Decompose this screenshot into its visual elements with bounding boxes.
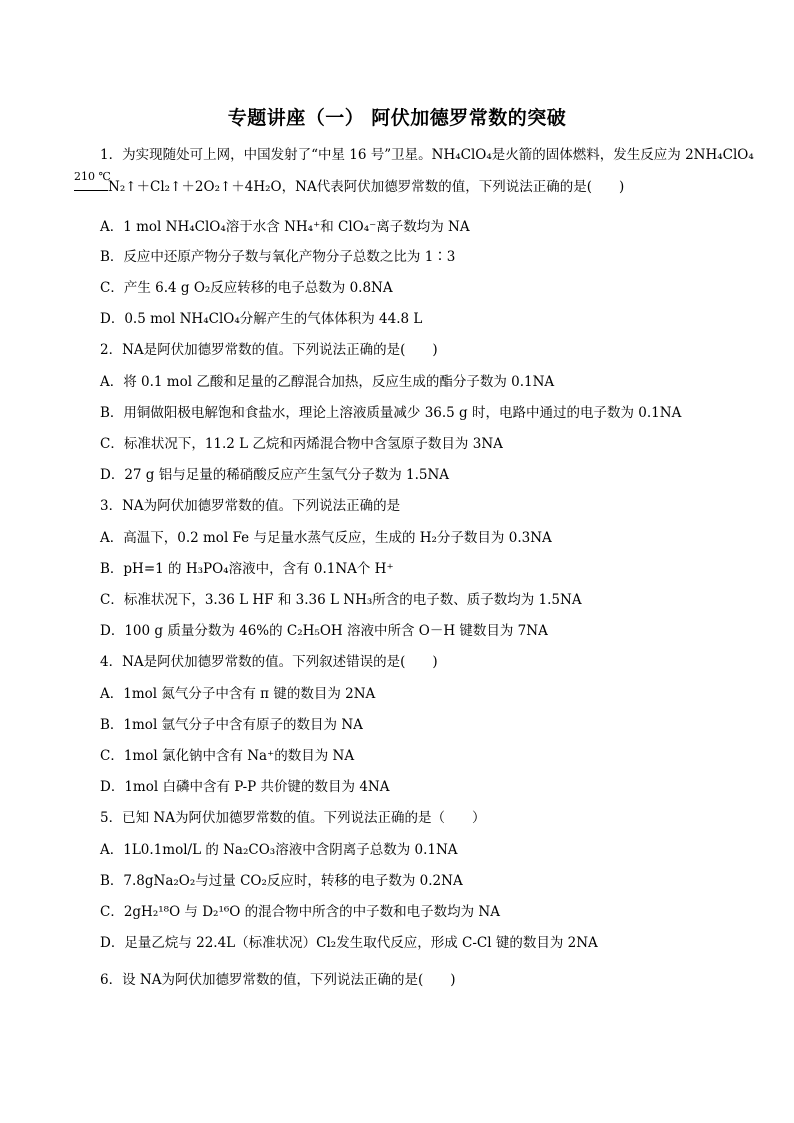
question-5-stem: 5．已知 NA为阿伏加德罗常数的值。下列说法正确的是（ ） [100, 810, 486, 826]
q1-option-b: B．反应中还原产物分子数与氧化产物分子总数之比为 1∶3 [100, 249, 456, 265]
q5-option-c: C．2gH₂¹⁸O 与 D₂¹⁶O 的混合物中所含的中子数和电子数均为 NA [100, 904, 500, 920]
q3-option-c: C．标准状况下，3.36 L HF 和 3.36 L NH₃所含的电子数、质子数均为 1.5NA [100, 592, 582, 608]
reaction-arrow [74, 170, 111, 191]
question-1-stem: 1．为实现随处可上网，中国发射了“中星 16 号”卫星。NH₄ClO₄是火箭的固体燃料，发生反应为 2NH₄ClO₄ [100, 147, 754, 163]
q1-option-c: C．产生 6.4 g O₂反应转移的电子总数为 0.8NA [100, 280, 393, 296]
q4-option-d: D．1mol 白磷中含有 P-P 共价键的数目为 4NA [100, 779, 390, 795]
q3-option-b: B．pH=1 的 H₃PO₄溶液中，含有 0.1NA个 H⁺ [100, 561, 394, 577]
q4-option-c: C．1mol 氯化钠中含有 Na⁺的数目为 NA [100, 748, 355, 764]
q2-option-d: D．27 g 铝与足量的稀硝酸反应产生氢气分子数为 1.5NA [100, 467, 450, 483]
q2-option-b: B．用铜做阳极电解饱和食盐水，理论上溶液质量减少 36.5 g 时，电路中通过的电子数为 0.1NA [100, 405, 682, 421]
q2-option-c: C．标准状况下，11.2 L 乙烷和丙烯混合物中含氢原子数目为 3NA [100, 436, 503, 452]
q4-option-b: B．1mol 氩气分子中含有原子的数目为 NA [100, 717, 363, 733]
q1-option-a: A．1 mol NH₄ClO₄溶于水含 NH₄⁺和 ClO₄⁻离子数均为 NA [100, 219, 470, 235]
q4-option-a: A．1mol 氮气分子中含有 π 键的数目为 2NA [100, 686, 376, 702]
q2-option-a: A．将 0.1 mol 乙酸和足量的乙醇混合加热，反应生成的酯分子数为 0.1NA [100, 374, 555, 390]
question-1-stem-cont: N₂↑＋Cl₂↑＋2O₂↑＋4H₂O，NA代表阿伏加德罗常数的值，下列说法正确的是( ) [108, 179, 625, 195]
q5-option-d: D．足量乙烷与 22.4L（标准状况）Cl₂发生取代反应，形成 C-Cl 键的数目为 2NA [100, 935, 598, 951]
question-1-equation [74, 170, 625, 196]
question-2-stem: 2．NA是阿伏加德罗常数的值。下列说法正确的是( ) [100, 342, 438, 358]
q5-option-a: A．1L0.1mol/L 的 Na₂CO₃溶液中含阴离子总数为 0.1NA [100, 842, 458, 858]
question-4-stem: 4．NA是阿伏加德罗常数的值。下列叙述错误的是( ) [100, 654, 438, 670]
reaction-condition: 210 ℃ [74, 170, 111, 183]
q3-option-d: D．100 g 质量分数为 46%的 C₂H₅OH 溶液中所含 O－H 键数目为 7NA [100, 623, 548, 639]
page-title: 专题讲座（一） 阿伏加德罗常数的突破 [227, 107, 567, 129]
question-3-stem: 3．NA为阿伏加德罗常数的值。下列说法正确的是 [100, 498, 401, 514]
q1-option-d: D．0.5 mol NH₄ClO₄分解产生的气体体积为 44.8 L [100, 311, 423, 327]
q3-option-a: A．高温下，0.2 mol Fe 与足量水蒸气反应，生成的 H₂分子数目为 0.3NA [100, 530, 552, 546]
q5-option-b: B．7.8gNa₂O₂与过量 CO₂反应时，转移的电子数为 0.2NA [100, 873, 463, 889]
question-6-stem: 6．设 NA为阿伏加德罗常数的值，下列说法正确的是( ) [100, 972, 456, 988]
